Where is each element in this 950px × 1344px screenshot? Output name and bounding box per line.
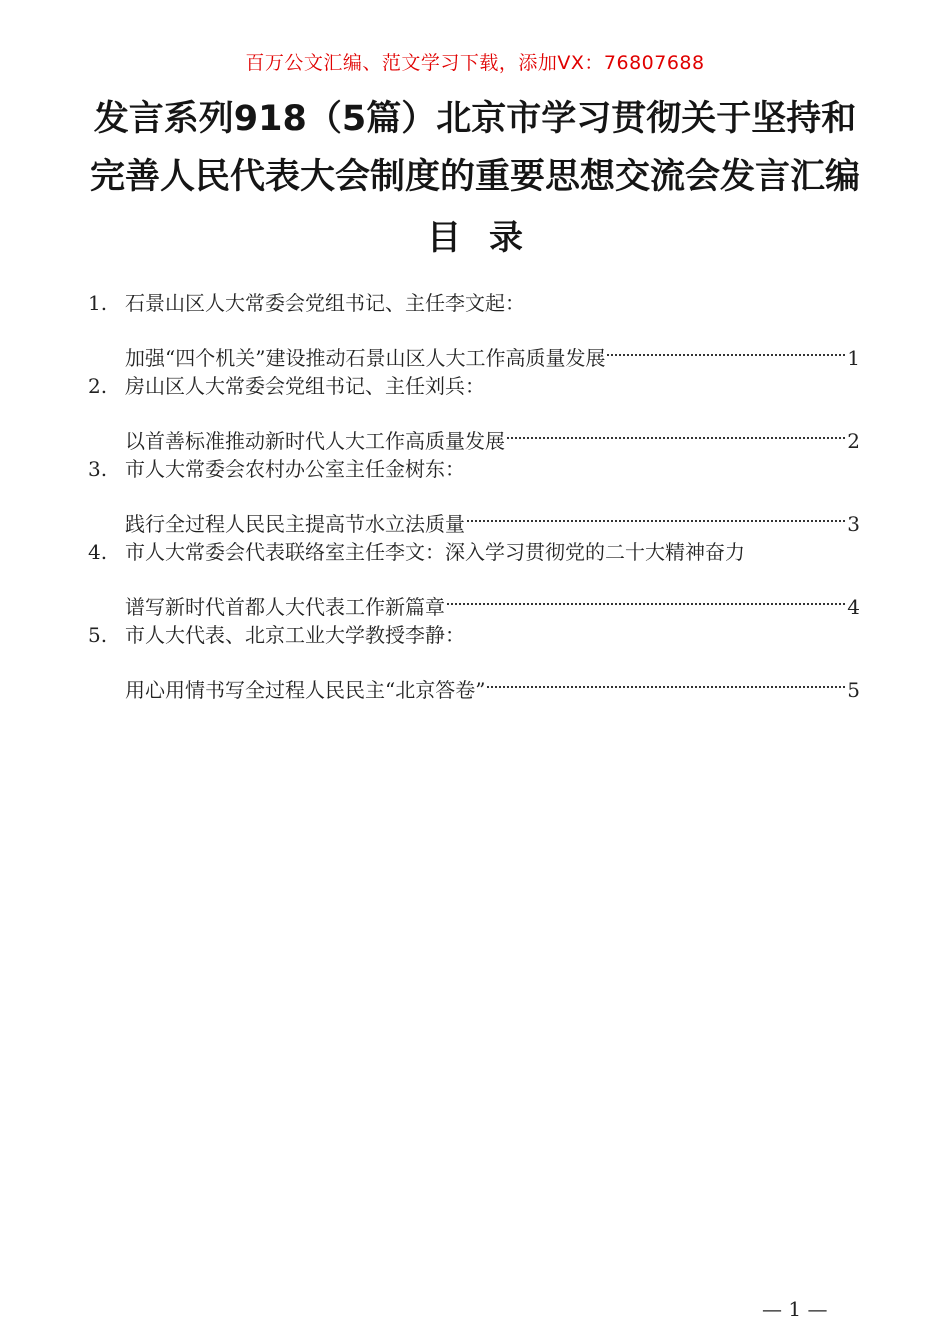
toc-entry-number: 4.	[88, 540, 108, 564]
toc-entry-title: 践行全过程人民民主提高节水立法质量	[125, 512, 465, 536]
toc-entry-author: 市人大代表、北京工业大学教授李静：	[125, 623, 465, 647]
toc-entry-number: 1.	[88, 291, 108, 315]
toc-entry-page: 1	[847, 346, 860, 370]
toc-leader-dots	[467, 490, 845, 531]
toc-entry-3[interactable]	[88, 449, 860, 536]
toc-leader-dots	[487, 656, 845, 697]
toc-entry-page: 4	[847, 595, 860, 619]
toc-entry-title: 加强“四个机关”建设推动石景山区人大工作高质量发展	[125, 346, 606, 370]
page-number-footer: — 1 —	[762, 1297, 828, 1321]
toc-entry-number: 5.	[88, 623, 108, 647]
document-title	[80, 90, 870, 206]
toc-entry-author: 市人大常委会代表联络室主任李文：深入学习贯彻党的二十大精神奋力	[125, 540, 745, 564]
toc-leader-dots	[607, 324, 845, 365]
table-of-contents	[88, 283, 860, 702]
toc-entry-number: 2.	[88, 374, 108, 398]
toc-entry-page: 3	[847, 512, 860, 536]
toc-entry-1[interactable]	[88, 283, 860, 370]
toc-entry-page: 5	[847, 678, 860, 702]
toc-entry-page: 2	[847, 429, 860, 453]
toc-entry-2[interactable]	[88, 366, 860, 453]
title-line-1: 发言系列918（5篇）北京市学习贯彻关于坚持和	[93, 99, 857, 139]
toc-entry-5[interactable]	[88, 615, 860, 702]
title-line-2: 完善人民代表大会制度的重要思想交流会发言汇编	[89, 157, 860, 197]
toc-leader-dots	[447, 573, 845, 614]
toc-entry-title: 以首善标准推动新时代人大工作高质量发展	[125, 429, 505, 453]
toc-entry-title: 用心用情书写全过程人民民主“北京答卷”	[125, 678, 486, 702]
toc-entry-title: 谱写新时代首都人大代表工作新篇章	[125, 595, 445, 619]
toc-heading: 目录	[427, 218, 551, 258]
toc-entry-author: 石景山区人大常委会党组书记、主任李文起：	[125, 291, 525, 315]
promo-banner: 百万公文汇编、范文学习下载，添加VX：76807688	[245, 52, 705, 74]
toc-entry-author: 市人大常委会农村办公室主任金树东：	[125, 457, 465, 481]
toc-entry-number: 3.	[88, 457, 108, 481]
toc-entry-author: 房山区人大常委会党组书记、主任刘兵：	[125, 374, 485, 398]
toc-entry-4[interactable]	[88, 532, 860, 619]
toc-leader-dots	[507, 407, 845, 448]
